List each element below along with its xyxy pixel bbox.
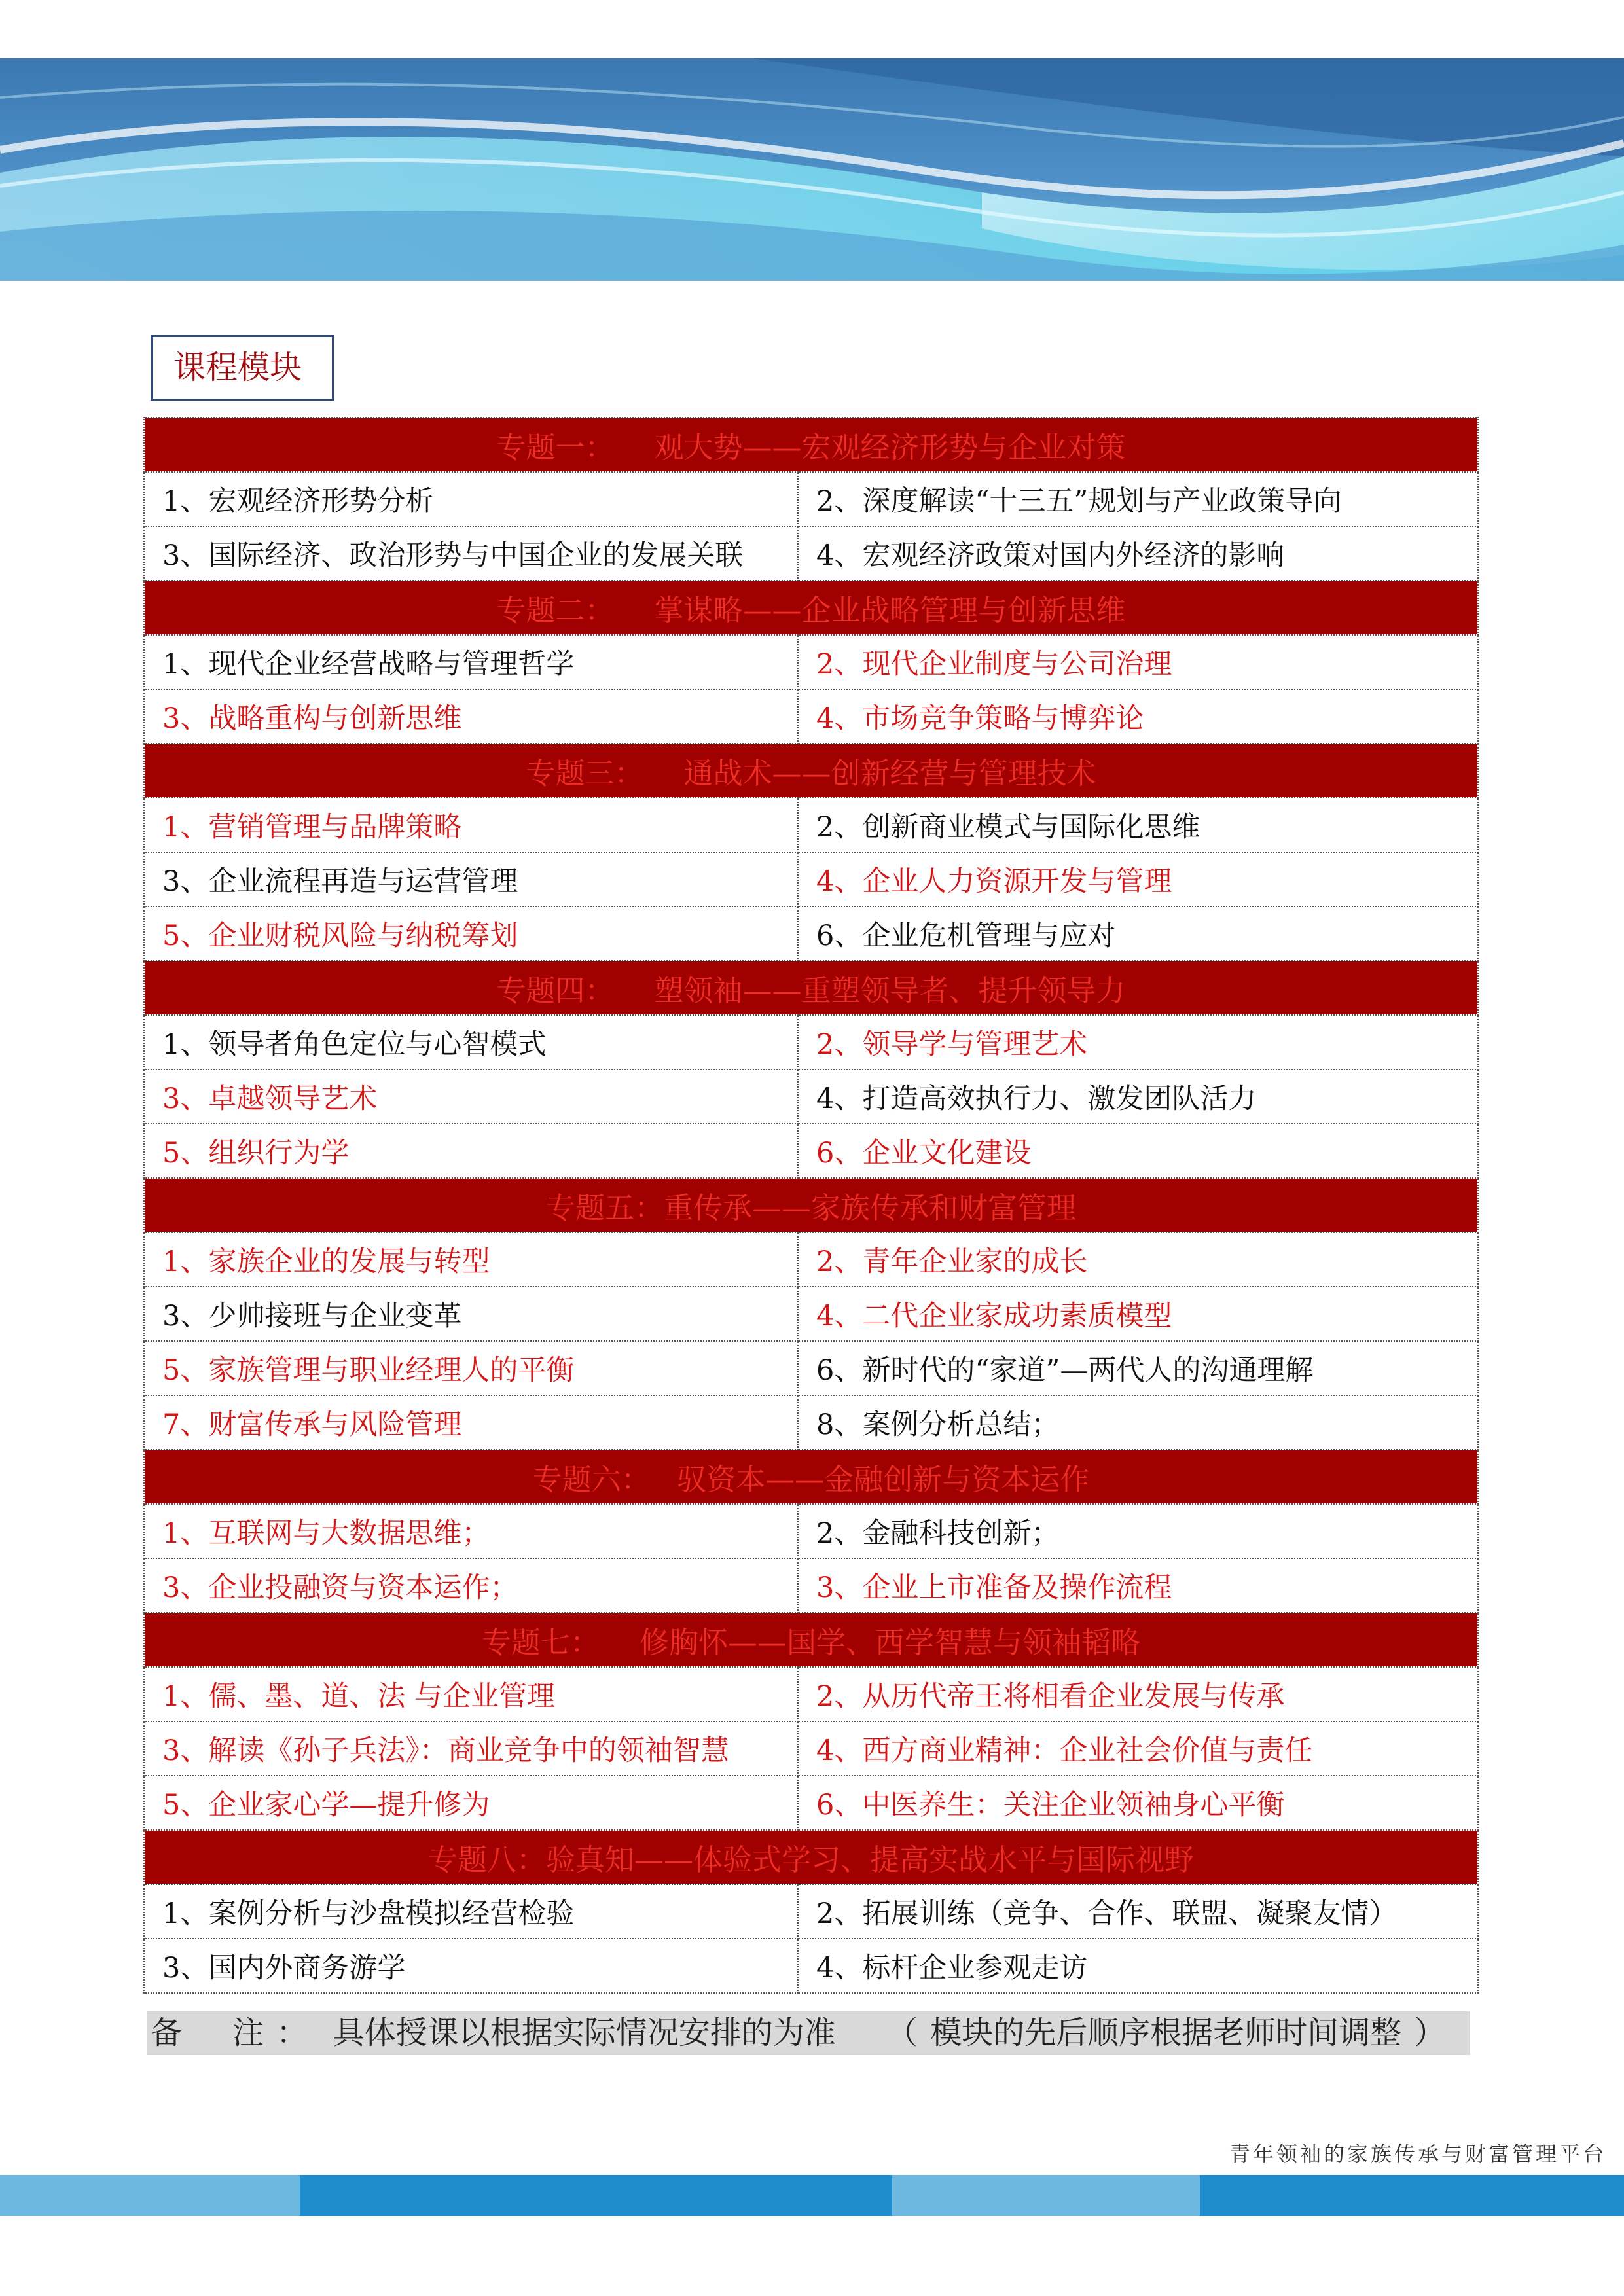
course-item-left: 1、家族企业的发展与转型	[144, 1232, 798, 1287]
table-row	[144, 526, 1478, 581]
course-item-right: 2、深度解读“十三五”规划与产业政策导向	[798, 472, 1478, 526]
section-title: 课程模块	[151, 335, 334, 401]
course-item-right: 4、宏观经济政策对国内外经济的影响	[798, 526, 1478, 581]
footer-slogan: 青年领袖的家族传承与财富管理平台	[1229, 2142, 1606, 2166]
course-item-left: 3、解读《孙子兵法》：商业竞争中的领袖智慧	[144, 1721, 798, 1776]
table-row	[144, 472, 1478, 526]
course-item-right: 8、案例分析总结；	[798, 1395, 1478, 1450]
table-row	[144, 689, 1478, 744]
header-banner	[0, 58, 1624, 281]
course-item-right: 2、创新商业模式与国际化思维	[798, 798, 1478, 852]
course-item-left: 5、企业财税风险与纳税筹划	[144, 906, 798, 961]
table-row	[144, 1287, 1478, 1341]
course-item-left: 1、领导者角色定位与心智模式	[144, 1015, 798, 1069]
module-header-row	[144, 1830, 1478, 1884]
footer-bar-segment	[1200, 2175, 1624, 2216]
course-item-left: 3、企业流程再造与运营管理	[144, 852, 798, 906]
course-item-left: 1、现代企业经营战略与管理哲学	[144, 635, 798, 689]
course-item-right: 6、新时代的“家道”—两代人的沟通理解	[798, 1341, 1478, 1395]
footer-bar-segment	[300, 2175, 892, 2216]
module-header: 专题一： 观大势——宏观经济形势与企业对策	[144, 418, 1478, 472]
course-item-left: 1、宏观经济形势分析	[144, 472, 798, 526]
course-item-right: 3、企业上市准备及操作流程	[798, 1558, 1478, 1613]
course-item-left: 5、组织行为学	[144, 1124, 798, 1178]
table-row	[144, 1558, 1478, 1613]
module-header: 专题五：重传承——家族传承和财富管理	[144, 1178, 1478, 1232]
table-row	[144, 1504, 1478, 1558]
course-item-right: 2、从历代帝王将相看企业发展与传承	[798, 1667, 1478, 1721]
table-row	[144, 1232, 1478, 1287]
module-header-row	[144, 961, 1478, 1015]
course-item-right: 6、企业文化建设	[798, 1124, 1478, 1178]
course-item-right: 4、打造高效执行力、激发团队活力	[798, 1069, 1478, 1124]
module-header-row	[144, 581, 1478, 635]
course-item-right: 4、西方商业精神：企业社会价值与责任	[798, 1721, 1478, 1776]
course-item-left: 1、互联网与大数据思维；	[144, 1504, 798, 1558]
course-item-right: 4、市场竞争策略与博弈论	[798, 689, 1478, 744]
course-item-right: 4、二代企业家成功素质模型	[798, 1287, 1478, 1341]
module-header-row	[144, 744, 1478, 798]
module-header: 专题八：验真知——体验式学习、提高实战水平与国际视野	[144, 1830, 1478, 1884]
course-item-left: 3、企业投融资与资本运作；	[144, 1558, 798, 1613]
course-table-body	[144, 418, 1478, 1993]
course-item-left: 5、家族管理与职业经理人的平衡	[144, 1341, 798, 1395]
table-row	[144, 635, 1478, 689]
course-item-left: 3、国内外商务游学	[144, 1939, 798, 1993]
course-item-right: 2、现代企业制度与公司治理	[798, 635, 1478, 689]
course-item-right: 2、金融科技创新；	[798, 1504, 1478, 1558]
table-row	[144, 1069, 1478, 1124]
table-row	[144, 1341, 1478, 1395]
course-item-left: 1、儒、墨、道、法 与企业管理	[144, 1667, 798, 1721]
table-row	[144, 1939, 1478, 1993]
course-item-left: 1、案例分析与沙盘模拟经营检验	[144, 1884, 798, 1939]
module-header-row	[144, 1450, 1478, 1504]
table-row	[144, 1721, 1478, 1776]
course-item-left: 7、财富传承与风险管理	[144, 1395, 798, 1450]
course-item-right: 2、拓展训练（竞争、合作、联盟、凝聚友情）	[798, 1884, 1478, 1939]
course-item-left: 3、卓越领导艺术	[144, 1069, 798, 1124]
module-header: 专题二： 掌谋略——企业战略管理与创新思维	[144, 581, 1478, 635]
table-row	[144, 852, 1478, 906]
footer-bar	[0, 2175, 1624, 2216]
module-header: 专题七： 修胸怀——国学、西学智慧与领袖韬略	[144, 1613, 1478, 1667]
module-header-row	[144, 418, 1478, 472]
module-header: 专题六： 驭资本——金融创新与资本运作	[144, 1450, 1478, 1504]
course-item-right: 6、中医养生：关注企业领袖身心平衡	[798, 1776, 1478, 1830]
table-row	[144, 1015, 1478, 1069]
module-header-row	[144, 1178, 1478, 1232]
course-item-left: 3、战略重构与创新思维	[144, 689, 798, 744]
table-row	[144, 1667, 1478, 1721]
course-item-right: 2、领导学与管理艺术	[798, 1015, 1478, 1069]
footer-bar-segment	[0, 2175, 300, 2216]
table-row	[144, 906, 1478, 961]
course-item-right: 4、标杆企业参观走访	[798, 1939, 1478, 1993]
footer-bar-segment	[892, 2175, 1200, 2216]
table-row	[144, 1124, 1478, 1178]
table-row	[144, 1884, 1478, 1939]
course-item-right: 4、企业人力资源开发与管理	[798, 852, 1478, 906]
wave-banner-graphic	[0, 58, 1624, 281]
course-item-left: 5、企业家心学—提升修为	[144, 1776, 798, 1830]
table-row	[144, 798, 1478, 852]
course-item-right: 6、企业危机管理与应对	[798, 906, 1478, 961]
course-item-left: 3、少帅接班与企业变革	[144, 1287, 798, 1341]
course-item-left: 3、国际经济、政治形势与中国企业的发展关联	[144, 526, 798, 581]
table-row	[144, 1776, 1478, 1830]
remark-note: 备 注 ： 具体授课以根据实际情况安排的为准 （ 模块的先后顺序根据老师时间调整 ）	[147, 2011, 1470, 2055]
module-header-row	[144, 1613, 1478, 1667]
course-item-left: 1、营销管理与品牌策略	[144, 798, 798, 852]
module-header: 专题四： 塑领袖——重塑领导者、提升领导力	[144, 961, 1478, 1015]
module-header: 专题三： 通战术——创新经营与管理技术	[144, 744, 1478, 798]
course-item-right: 2、青年企业家的成长	[798, 1232, 1478, 1287]
table-row	[144, 1395, 1478, 1450]
course-module-table	[143, 417, 1479, 1994]
